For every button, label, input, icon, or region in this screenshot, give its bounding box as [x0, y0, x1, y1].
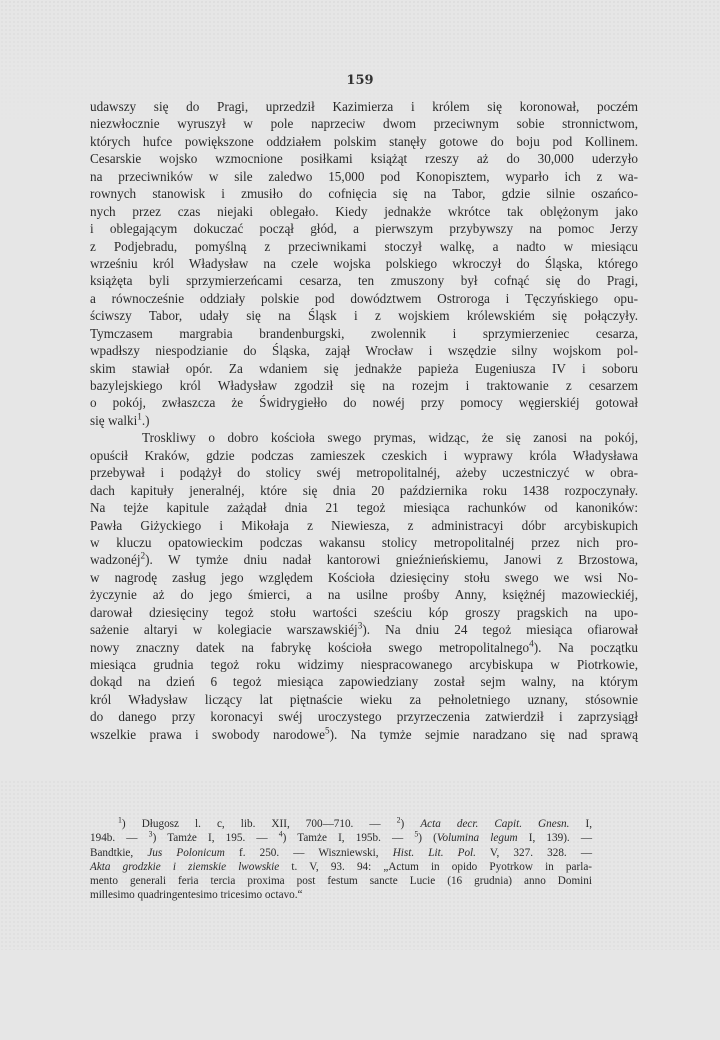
text-line: Cesarskie wojsko wzmocnione posiłkami książąt rzeszy aż do 30,000 uderzyło — [90, 151, 638, 167]
text-fragment: ). Na dniu 24 tegoż miesiąca ofiarował — [362, 622, 639, 638]
footnote-line: mento generali feria tercia proxima post festum sancte Lucie (16 grudnia) anno Domini — [90, 875, 592, 888]
footnote-text: 194b. — — [90, 832, 138, 845]
text-line: Pawła Giżyckiego i Mikołaja z Niewiesza, z administracyi dóbr arcybiskupich — [90, 517, 638, 533]
text-line: z Podjebradu, pomyślną z przeciwnikami stoczył walkę, a nadto w miesiącu — [90, 238, 638, 254]
footnote-mark: 1 — [118, 815, 122, 825]
text-line: bazylejskiego król Władysław zgodził się na rozejm i traktowanie z cesarzem — [90, 378, 638, 393]
main-text — [90, 98, 638, 743]
footnote-italic: Akta grodzkie i ziemskie lwowskie — [90, 860, 280, 873]
text-fragment: sażenie altaryi w kolegiacie warszawskiéj — [90, 622, 358, 638]
text-line — [90, 412, 638, 429]
text-line: których hufce powiększone oddziałem polskim stanęły gotowe do boju pod Kollinem. — [90, 133, 638, 149]
text-line: miesiąca grudnia tegoż roku widzimy niespracowanego arcybiskupa w Piotrkowie, — [90, 657, 638, 672]
text-line: o pokój, zwłaszcza że Świdrygiełło do nowéj przy pomocy węgierskiéj gotował — [90, 395, 638, 411]
text-fragment: nowy znaczny datek na fabrykę kościoła swego metropolitalnego — [90, 639, 530, 655]
text-line — [90, 621, 638, 638]
footnote-line — [90, 831, 592, 845]
text-line: dokąd na dzień 6 tegoż miesiąca zapowiedziany został sejm walny, na którym — [90, 674, 638, 690]
text-fragment: wadzonéj — [90, 552, 141, 568]
footnote-text: I, — [585, 818, 593, 830]
footnote-italic: Volumina legum — [436, 832, 518, 845]
text-line: ściwszy Tabor, udały się na Śląsk i z wojskiem królewskiém się połączyły. — [90, 308, 638, 324]
footnote-ref: 2 — [140, 550, 146, 561]
footnote-mark: 4 — [278, 829, 283, 839]
text-line — [90, 726, 638, 743]
text-fragment: się walki — [90, 412, 138, 428]
text-line: a równocześnie oddziały polskie pod dowództwem Ostroroga i Tęczyńskiego opu- — [90, 290, 638, 306]
footnote-text: t. V, 93. 94: „Actum in opido Pyotrkow in parla- — [291, 860, 593, 873]
footnote-text: f. 250. — Wiszniewski, — [238, 846, 379, 859]
text-line: i oblegającym dokuczać począł głód, a pierwszym przybywszy na pomoc Jerzy — [90, 221, 638, 237]
text-line: wpadłszy niespodzianie do Śląska, zajął Wrocław i wszędzie silny wojskom pol- — [90, 343, 638, 359]
text-line: dach kapituły jeneralnéj, które się dnia 20 października roku 1438 rozpoczynały. — [90, 482, 638, 498]
text-line: udawszy się do Pragi, uprzedził Kazimierza i królem się koronował, poczém — [90, 99, 638, 114]
footnote-mark: 3 — [148, 829, 153, 839]
text-line: darował dziesięciny tegoż stołu wartości sześciu kóp groszy pragskich na upo- — [90, 604, 638, 620]
text-line — [90, 639, 638, 656]
text-line: książęta byli sprzymierzeńcami cesarza, ten zmuszony był cofnąć się do Pragi, — [90, 273, 638, 289]
text-line: niezwłocznie wyruszył w pole naprzeciw dwom przeciwnym sobie stronnictwom, — [90, 116, 638, 132]
text-line: król Władysław liczący lat piętnaście wieku za pełnoletniego uznany, stósownie — [90, 691, 638, 707]
text-line: życzynie aż do jego śmierci, a na usilne prośby Anny, księżnéj mazowieckiéj, — [90, 587, 638, 603]
text-line — [90, 551, 638, 568]
text-line: opuścił Kraków, gdzie podczas zamieszek czeskich i wyprawy króla Władysława — [90, 447, 638, 463]
footnote-text: V, 327. 328. — — [489, 846, 593, 859]
footnote-line — [90, 846, 592, 860]
text-fragment: ). Na początku — [533, 639, 638, 655]
footnote-text: ) Długosz l. c, lib. XII, 700—710. — — [121, 818, 381, 830]
footnote-text: ) — [400, 818, 405, 830]
footnote-text: ) Tamże I, 195. — — [152, 832, 268, 845]
footnote-italic: Acta decr. Capit. Gnesn. — [420, 818, 570, 830]
text-line: przebywał i podążył do stolicy swéj metropolitalnéj, ażeby uczestniczyć w obra- — [90, 465, 638, 481]
text-fragment: ). Na tymże sejmie naradzano się nad sprawą — [329, 726, 639, 742]
text-line: skim stawiał opór. Za wdaniem się jednakże papieża Eugeniusza IV i soboru — [90, 360, 638, 376]
footnote-line — [90, 817, 592, 831]
text-line: wrześniu król Władysław na czele wojska polskiego wkroczył do Śląska, którego — [90, 255, 638, 271]
footnote-text: ) ( — [418, 832, 437, 845]
footnote-line: millesimo quadringentesimo tricesimo octavo.“ — [90, 889, 303, 902]
footnote-ref: 1 — [137, 411, 142, 422]
text-line: w nagrodę zasług jego względem Kościoła dziesięciny stołu swego we wsi No- — [90, 569, 638, 585]
footnote-mark: 5 — [414, 829, 419, 839]
footnote-line — [90, 860, 592, 874]
text-line: Na tejże kapitule zażądał dnia 21 tegoż miesiąca rachunków od kanoników: — [90, 500, 638, 516]
text-line: rownych stanowisk i zmusiło do cofnięcia się na Tabor, gdzie silnie oszańco- — [90, 186, 638, 202]
text-line: w kluczu opatowieckim podczas wakansu stolicy metropolitalnéj przez nich pro- — [90, 534, 638, 550]
text-line: na przeciwników w sile zaledwo 15,000 pod Konopisztem, wyparło ich z wa- — [90, 168, 638, 184]
footnote-italic: Hist. Lit. Pol. — [392, 846, 476, 859]
text-line: Tymczasem margrabia brandenburgski, zwolennik i sprzymierzeniec cesarza, — [90, 325, 638, 341]
footnote-ref: 5 — [325, 725, 330, 736]
footnote-text: I, 139). — — [528, 832, 593, 845]
footnote-italic: Jus Polonicum — [147, 846, 225, 859]
text-line: Troskliwy o dobro kościoła swego prymas, widząc, że się zanosi na pokój, — [142, 430, 638, 446]
footnote-text: Bandtkie, — [90, 846, 134, 859]
footnote-mark: 2 — [396, 815, 401, 825]
footnote-ref: 3 — [357, 620, 363, 631]
footnotes — [90, 817, 592, 903]
text-fragment: .) — [141, 412, 150, 428]
text-fragment: ). W tymże dniu nadał kantorowi gnieźnieńskiemu, Janowi z Brzostowa, — [145, 552, 638, 568]
page-number: 159 — [346, 73, 374, 88]
text-line: do danego przy koronacyi swéj uroczystego przyrzeczenia zatwierdził i zaprzysiągł — [90, 709, 638, 725]
text-fragment: wszelkie prawa i swobody narodowe — [90, 726, 326, 742]
footnote-ref: 4 — [529, 638, 534, 649]
text-line: nych przez czas niejaki oblegało. Kiedy jednakże wkrótce tak oblężonym jako — [90, 203, 638, 219]
footnote-text: ) Tamże I, 195b. — — [282, 832, 404, 845]
